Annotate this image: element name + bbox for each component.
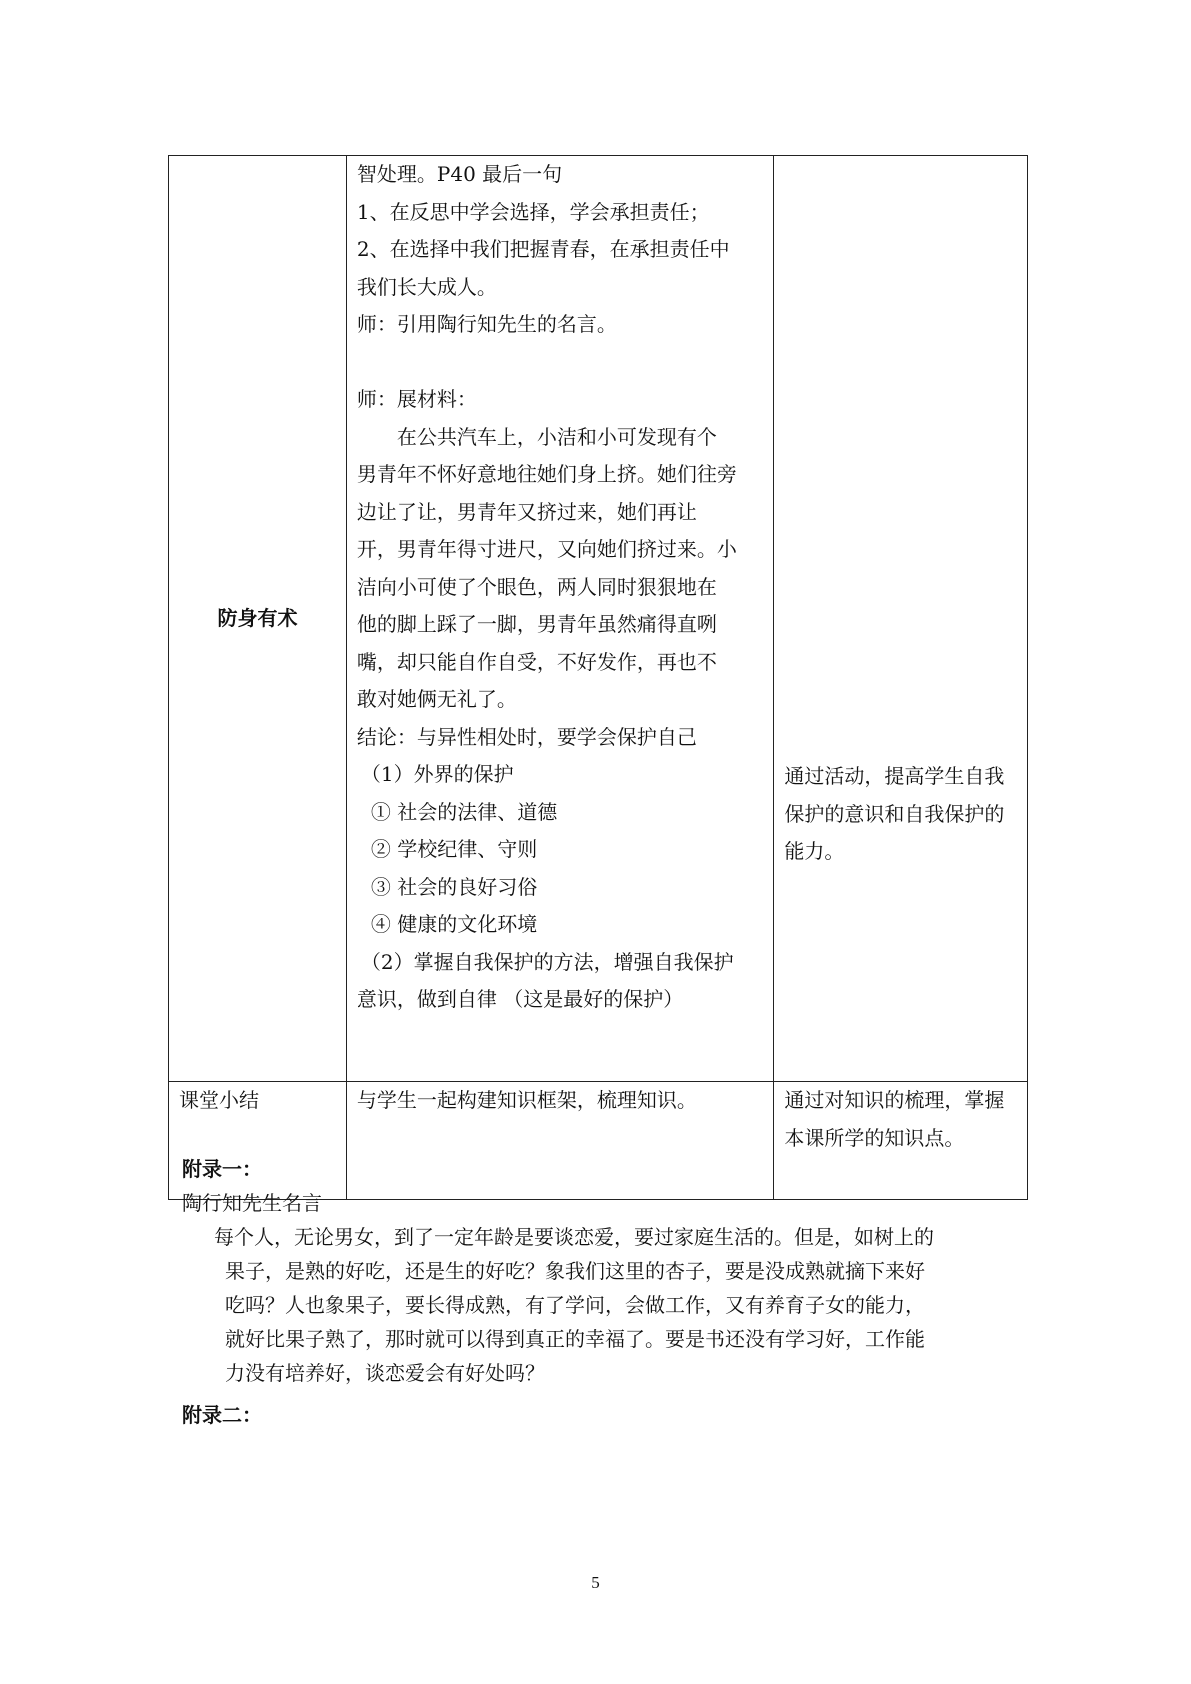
activity-line: 智处理。P40 最后一句: [356, 162, 563, 186]
goal-line: 通过活动，提高学生自我: [784, 764, 1005, 788]
story-line: 边让了让，男青年又挤过来，她们再让: [356, 499, 697, 524]
goal-cell: [774, 156, 1028, 1082]
quote-line: 每个人，无论男女，到了一定年龄是要谈恋爱，要过家庭生活的。但是，如树上的: [214, 1225, 934, 1249]
quote-line: 力没有培养好，谈恋爱会有好处吗？: [225, 1361, 545, 1385]
table-row-self-protection: [169, 156, 1028, 1082]
page-number: 5: [591, 1573, 600, 1592]
activity-line: 2、在选择中我们把握青春，在承担责任中: [356, 237, 730, 261]
section-title: 课堂小结: [179, 1088, 259, 1112]
blank-line: [357, 344, 763, 382]
list-item: ② 学校纪律、守则: [370, 837, 538, 861]
appendix-two-heading: 附录二：: [182, 1403, 262, 1427]
story-line: 男青年不怀好意地往她们身上挤。她们往旁: [356, 462, 737, 486]
activity-line: 意识，做到自律 （这是最好的保护）: [356, 987, 684, 1011]
activity-line: 师：展材料：: [356, 387, 477, 411]
story-line: 开，男青年得寸进尺，又向她们挤过来。小: [356, 537, 737, 561]
list-item: ③ 社会的良好习俗: [370, 874, 538, 899]
activity-line: 师：引用陶行知先生的名言。: [356, 312, 617, 336]
quote-line: 果子，是熟的好吃，还是生的好吃？象我们这里的杏子，要是没成熟就摘下来好: [225, 1259, 925, 1283]
appendix-heading: 附录一：: [182, 1157, 262, 1181]
goal-line: 保护的意识和自我保护的: [784, 801, 1005, 826]
list-heading: （2）掌握自我保护的方法，增强自我保护: [360, 949, 734, 974]
lesson-plan-table: [168, 155, 1028, 1200]
story-line: 敢对她俩无礼了。: [356, 687, 517, 711]
section-title: 防身有术: [217, 605, 298, 630]
goal-line: 能力。: [784, 839, 845, 863]
story-line: 洁向小可使了个眼色，两人同时狠狠地在: [356, 574, 717, 599]
story-line: 在公共汽车上，小洁和小可发现有个: [396, 424, 717, 449]
appendix-one: [182, 1152, 1082, 1390]
list-item: ① 社会的法律、道德: [370, 799, 558, 824]
story-line: 嘴，却只能自作自受，不好发作，再也不: [356, 649, 717, 674]
quote-line: 就好比果子熟了，那时就可以得到真正的幸福了。要是书还没有学习好，工作能: [225, 1327, 925, 1351]
section-cell: [169, 156, 347, 1082]
quote-line: 吃吗？人也象果子，要长得成熟，有了学问，会做工作，又有养育子女的能力，: [225, 1293, 925, 1317]
activity-line: 1、在反思中学会选择，学会承担责任；: [356, 199, 710, 224]
activity-line: 我们长大成人。: [356, 274, 497, 299]
goal-line: 通过对知识的梳理，掌握: [784, 1088, 1005, 1112]
appendix-subtitle: 陶行知先生名言: [182, 1191, 322, 1215]
quote-paragraph: [182, 1220, 1082, 1390]
list-item: ④ 健康的文化环境: [370, 912, 538, 936]
activity-line: 与学生一起构建知识框架，梳理知识。: [356, 1088, 697, 1112]
list-heading: （1）外界的保护: [360, 762, 514, 786]
activities-cell: [346, 156, 773, 1082]
conclusion-line: 结论：与异性相处时，要学会保护自己: [356, 724, 697, 749]
goal-text: [784, 758, 1011, 871]
story-line: 他的脚上踩了一脚，男青年虽然痛得直咧: [356, 612, 717, 636]
goal-line: 本课所学的知识点。: [784, 1125, 965, 1150]
